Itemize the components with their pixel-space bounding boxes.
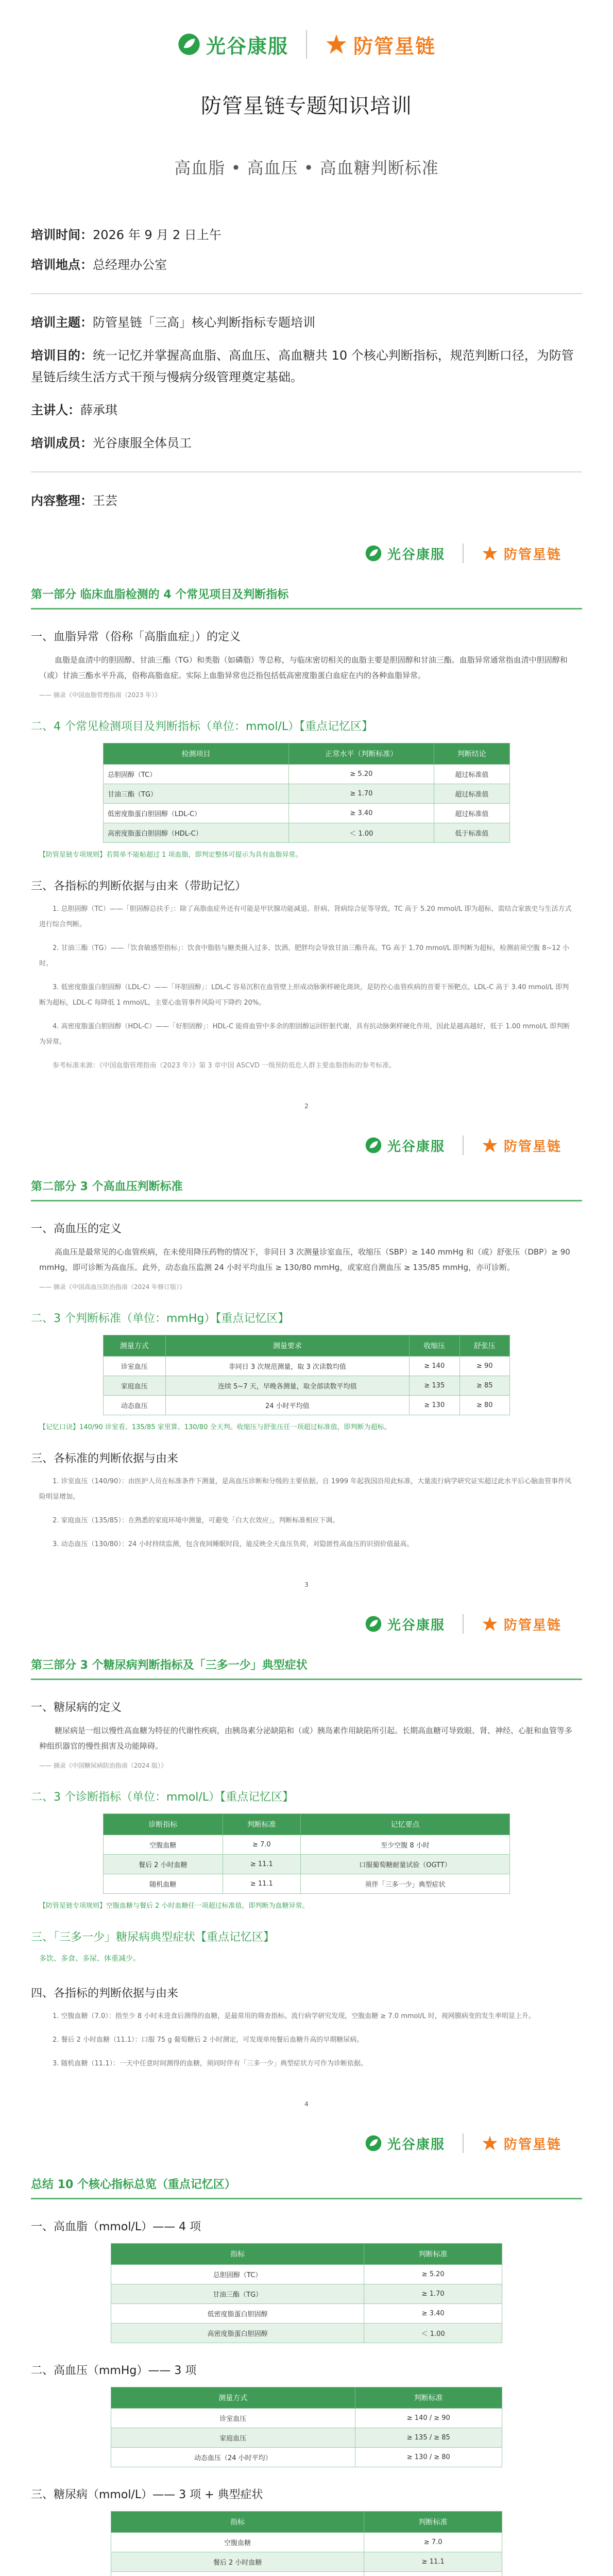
editor-label: 内容整理：	[31, 494, 93, 508]
table-cell: 甘油三酯（TG）	[111, 2284, 364, 2304]
leaf-logo-icon	[365, 1615, 382, 1633]
symptom-list: 多饮、多食、多尿、体重减少。	[39, 1955, 140, 1963]
part3-def-source: —— 摘录《中国糖尿病防治指南（2024 版）》	[39, 1762, 167, 1769]
table-row	[104, 1874, 510, 1894]
time-line	[31, 224, 582, 246]
table-cell: 口服葡萄糖耐量试验（OGTT）	[301, 1855, 510, 1874]
table-cell: ≥ 7.0	[364, 2533, 502, 2552]
table-cell: 须伴「三多一少」典型症状	[301, 1874, 510, 1894]
table-cell: 动态血压（24 小时平均）	[111, 2448, 355, 2467]
summary-bp-heading: 二、高血压（mmHg）—— 3 项	[31, 2364, 197, 2377]
place-label: 培训地点：	[31, 258, 93, 272]
table-cell: 总胆固醇（TC）	[111, 2265, 364, 2284]
table-cell: 连续 5~7 天，早晚各测量，取全部读数平均值	[165, 1376, 410, 1396]
table-row	[104, 823, 510, 843]
left-logo	[365, 1136, 445, 1155]
speaker-label: 主讲人：	[31, 403, 80, 417]
time-label: 培训时间：	[31, 228, 93, 242]
star-chain-logo-icon	[481, 1615, 499, 1633]
left-logo-name: 光谷康服	[387, 1617, 445, 1633]
table-row	[111, 2552, 502, 2572]
part3-logo-bar	[0, 1588, 613, 1646]
table-row	[111, 2265, 502, 2284]
table-cell: ≥ 1.70	[364, 2284, 502, 2304]
summary-header	[0, 2176, 613, 2192]
summary-glucose-heading: 三、糖尿病（mmol/L）—— 3 项 + 典型症状	[31, 2488, 263, 2501]
left-logo	[177, 30, 288, 59]
table-cell: 诊室血压	[111, 2409, 355, 2428]
part3-table-heading: 二、3 个诊断指标（单位：mmol/L）【重点记忆区】	[31, 1791, 294, 1804]
part3-title: 第三部分 3 个糖尿病判断指标及「三多一少」典型症状	[31, 1659, 308, 1672]
part2-basis-heading: 三、各标准的判断依据与由来	[31, 1452, 179, 1465]
table-header-row	[104, 743, 510, 765]
table-cell: ≥ 1.70	[289, 784, 434, 804]
table-cell: ≥ 80	[459, 1396, 509, 1415]
star-chain-logo-icon	[481, 545, 499, 562]
table-cell: 空腹血糖	[104, 1835, 223, 1855]
basis-item: 1. 诊室血压（140/90）：由医护人员在标准条件下测量，是高血压诊断和分级的主要依据。自 1999 年起我国沿用此标准，大量流行病学研究证实超过此水平后心脑血管事件风险明显增加。	[39, 1478, 572, 1501]
page-number: 4	[304, 2100, 309, 2108]
part3-def-heading: 一、糖尿病的定义	[31, 1701, 122, 1714]
divider	[31, 471, 582, 472]
logo-divider	[463, 544, 464, 563]
basis-item: 3. 动态血压（130/80）：24 小时持续监测，包含夜间睡眠时段，能反映全天血压负荷，对隐匿性高血压的识别价值最高。	[53, 1540, 414, 1548]
table-row	[104, 1376, 510, 1396]
part3-symptom-heading: 三、「三多一少」糖尿病典型症状【重点记忆区】	[31, 1931, 275, 1944]
leaf-logo-icon	[365, 2134, 382, 2152]
right-logo-name: 防管星链	[503, 1139, 561, 1155]
table-header-row	[111, 2387, 502, 2409]
table-header: 测量方式	[104, 1335, 166, 1357]
table-cell: 高密度脂蛋白胆固醇	[111, 2324, 364, 2343]
section-rule	[31, 1200, 582, 1201]
editor-value: 王芸	[93, 494, 117, 508]
part3-header	[0, 1656, 613, 1672]
goal-line	[31, 345, 582, 388]
left-logo-name: 光谷康服	[387, 1139, 445, 1155]
part1-logo-bar	[0, 518, 613, 575]
table-header: 指标	[111, 2244, 364, 2265]
theme-label: 培训主题：	[31, 315, 93, 330]
place-value: 总经理办公室	[93, 258, 167, 272]
right-logo-name: 防管星链	[503, 547, 561, 563]
table-row	[111, 2324, 502, 2343]
theme-line	[31, 312, 582, 333]
logo-divider	[463, 1614, 464, 1634]
table-cell	[111, 2572, 364, 2576]
part1-title: 第一部分 临床血脂检测的 4 个常见项目及判断指标	[31, 588, 289, 601]
summary-title: 总结 10 个核心指标总览（重点记忆区）	[31, 2178, 236, 2191]
table-row	[104, 765, 510, 784]
table-cell: ≥ 135	[410, 1376, 459, 1396]
audience-value: 光谷康服全体员工	[93, 436, 192, 450]
basis-item: 4. 高密度脂蛋白胆固醇（HDL-C）——「好胆固醇」：HDL-C 能将血管中多余的胆固醇运回肝脏代谢，具有抗动脉粥样硬化作用，因此是越高越好，低于 1.00 mmol/L 即判断为异常。	[39, 1023, 570, 1046]
part1-table-heading: 二、4 个常见检测项目及判断指标（单位：mmol/L）【重点记忆区】	[31, 720, 373, 733]
audience-label: 培训成员：	[31, 436, 93, 450]
table-header: 舒张压	[459, 1335, 509, 1357]
basis-item: 3. 随机血糖（11.1）：一天中任意时间测得的血糖，须同时伴有「三多一少」典型症状方可作为诊断依据。	[53, 2060, 367, 2067]
part2-logo-bar	[0, 1110, 613, 1167]
goal-value: 统一记忆并掌握高血脂、高血压、高血糖共 10 个核心判断指标，规范判断口径，为防管星链后续生活方式干预与慢病分级管理奠定基础。	[31, 348, 574, 384]
table-cell: 总胆固醇（TC）	[104, 765, 289, 784]
table-header: 收缩压	[410, 1335, 459, 1357]
star-chain-logo-icon	[481, 1137, 499, 1154]
table-cell: 随机血糖	[104, 1874, 223, 1894]
right-logo	[481, 544, 561, 563]
part3-table-note: 【防管星链专项规则】空腹血糖与餐后 2 小时血糖任一项超过标准值，即判断为血糖异常。	[39, 1902, 309, 1910]
table-row	[111, 2409, 502, 2428]
left-logo-name: 光谷康服	[387, 2137, 445, 2153]
table-cell: 低密度脂蛋白胆固醇（LDL-C）	[104, 804, 289, 823]
left-logo-name: 光谷康服	[387, 547, 445, 563]
part2-title: 第二部分 3 个高血压判断标准	[31, 1180, 183, 1193]
table-cell: ≥ 140 / ≥ 90	[355, 2409, 502, 2428]
table-cell: ≥ 90	[459, 1357, 509, 1376]
right-logo	[325, 30, 436, 59]
part2-table-note: 【记忆口诀】140/90 诊室看、135/85 家里算、130/80 全天判。收缩压与舒张压任一项超过标准值，即判断为超标。	[39, 1423, 391, 1431]
table-cell: 空腹血糖	[111, 2533, 364, 2552]
basis-item: 2. 家庭血压（135/85）：在熟悉的家庭环境中测量，可避免「白大衣效应」，判断标准相应下调。	[53, 1517, 339, 1524]
summary-logo-bar	[0, 2108, 613, 2165]
table-cell: 甘油三酯（TG）	[104, 784, 289, 804]
summary-bp-table	[111, 2387, 502, 2467]
part1-def-heading: 一、血脂异常（俗称「高脂血症」）的定义	[31, 631, 241, 643]
table-cell: ≥ 135 / ≥ 85	[355, 2428, 502, 2448]
goal-label: 培训目的：	[31, 348, 93, 363]
table-row	[104, 784, 510, 804]
table-header: 判断结论	[434, 743, 509, 765]
table-header: 指标	[111, 2512, 364, 2533]
table-cell: 家庭血压	[111, 2428, 355, 2448]
table-row	[104, 1357, 510, 1376]
right-logo-name: 防管星链	[503, 2137, 561, 2153]
table-cell: 高密度脂蛋白胆固醇（HDL-C）	[104, 823, 289, 843]
part1-def-source: —— 摘录《中国血脂管理指南（2023 年）》	[39, 691, 161, 699]
table-cell: 诊室血压	[104, 1357, 166, 1376]
section-rule	[31, 2198, 582, 2199]
divider	[31, 293, 582, 294]
cover-logo-bar	[0, 0, 613, 76]
table-cell: 超过标准值	[434, 804, 509, 823]
table-cell: ≥ 3.40	[289, 804, 434, 823]
basis-item: 3. 低密度脂蛋白胆固醇（LDL-C）——「坏胆固醇」：LDL-C 容易沉积在血管壁上形成动脉粥样硬化斑块，是防控心血管疾病的首要干预靶点。LDL-C 高于 3.40 mmol/L 即判断为超标，LDL-C 每降低 1 mmol/L，主要心血管事件风险可下降约 20%。	[39, 984, 569, 1007]
table-cell: 非同日 3 次规范测量，取 3 次读数均值	[165, 1357, 410, 1376]
editor-line	[31, 490, 582, 512]
part2-header	[0, 1178, 613, 1194]
document-title: 防管星链专题知识培训	[201, 94, 412, 118]
table-header: 判断标准	[364, 2244, 502, 2265]
part3-def-text: 糖尿病是一组以慢性高血糖为特征的代谢性疾病，由胰岛素分泌缺陷和（或）胰岛素作用缺陷所引起。长期高血糖可导致眼、肾、神经、心脏和血管等多种组织器官的慢性损害及功能障碍。	[39, 1726, 573, 1751]
table-header: 测量要求	[165, 1335, 410, 1357]
basis-item: 1. 空腹血糖（7.0）：指至少 8 小时未进食后测得的血糖，是最常用的筛查指标。流行病学研究发现，空腹血糖 ≥ 7.0 mmol/L 时，视网膜病变的发生率明显上升。	[53, 2012, 535, 2020]
table-cell: ≥ 5.20	[364, 2265, 502, 2284]
table-header: 检测项目	[104, 743, 289, 765]
part2-def-source: —— 摘录《中国高血压防治指南（2024 年修订版）》	[39, 1283, 186, 1291]
part1-closing: 参考标准来源：《中国血脂管理指南（2023 年）》第 3 章中国 ASCVD 一级预防低危人群主要血脂指标的参考标准。	[53, 1062, 396, 1070]
time-value: 2026 年 9 月 2 日上午	[93, 228, 222, 242]
basis-item: 1. 总胆固醇（TC）——「胆固醇总扶手」：除了高脂血症外还有可能是甲状腺功能减退、肝病、肾病综合征等导致。TC 高于 5.20 mmol/L 即为超标，需结合家族史与生活方式进行综合判断。	[39, 905, 572, 928]
part3-basis-heading: 四、各指标的判断依据与由来	[31, 1987, 179, 2000]
table-cell: ≥ 5.20	[289, 765, 434, 784]
table-cell: 低于标准值	[434, 823, 509, 843]
logo-divider	[463, 2133, 464, 2153]
table-cell: ≥ 140	[410, 1357, 459, 1376]
table-cell: ＜ 1.00	[364, 2324, 502, 2343]
logo-divider	[306, 30, 307, 59]
table-cell: ≥ 11.1	[364, 2552, 502, 2572]
lipid-table	[103, 743, 510, 843]
table-row	[111, 2572, 502, 2576]
bp-table	[103, 1335, 510, 1415]
table-cell: 超过标准值	[434, 784, 509, 804]
theme-value: 防管星链「三高」核心判断指标专题培训	[93, 315, 315, 330]
section-rule	[31, 1679, 582, 1680]
editor-block	[0, 490, 613, 512]
table-header: 判断标准	[223, 1814, 301, 1835]
right-logo	[481, 1615, 561, 1634]
right-logo-name: 防管星链	[353, 35, 436, 58]
left-logo	[365, 1615, 445, 1634]
right-logo	[481, 1136, 561, 1155]
table-cell: 餐后 2 小时血糖	[111, 2552, 364, 2572]
table-cell	[364, 2572, 502, 2576]
table-header: 诊断指标	[104, 1814, 223, 1835]
glucose-table	[103, 1814, 510, 1894]
section-rule	[31, 608, 582, 609]
leaf-logo-icon	[365, 545, 382, 562]
document-subtitle: 高血脂 • 高血压 • 高血糖判断标准	[174, 158, 439, 178]
logo-divider	[463, 1136, 464, 1155]
left-logo	[365, 544, 445, 563]
part1-table-note: 【防管星链专项规则】若简单不能帖超过 1 项血脂，即判定整体可提示为具有血脂异常。	[39, 851, 302, 859]
table-row	[104, 1396, 510, 1415]
leaf-logo-icon	[365, 1137, 382, 1154]
star-chain-logo-icon	[325, 32, 348, 56]
basis-item: 2. 甘油三酯（TG）——「饮食敏感型指标」：饮食中脂肪与糖类摄入过多、饮酒、肥胖均会导致甘油三酯升高。TG 高于 1.70 mmol/L 即判断为超标，检测前须空腹 8~12 小时。	[39, 944, 570, 968]
table-header: 判断标准	[355, 2387, 502, 2409]
training-info	[0, 224, 613, 276]
table-row	[111, 2428, 502, 2448]
table-cell: ≥ 3.40	[364, 2304, 502, 2324]
part1-header	[0, 586, 613, 602]
summary-glucose-table	[111, 2511, 502, 2576]
table-header: 正常水平（判断标准）	[289, 743, 434, 765]
table-cell: ≥ 130 / ≥ 80	[355, 2448, 502, 2467]
table-cell: 24 小时平均值	[165, 1396, 410, 1415]
part2-table-heading: 二、3 个判断标准（单位：mmHg）【重点记忆区】	[31, 1312, 290, 1325]
table-cell: ≥ 85	[459, 1376, 509, 1396]
leaf-logo-icon	[177, 32, 201, 56]
table-header: 判断标准	[364, 2512, 502, 2533]
left-logo-name: 光谷康服	[206, 35, 288, 58]
star-chain-logo-icon	[481, 2134, 499, 2152]
table-cell: 家庭血压	[104, 1376, 166, 1396]
table-header: 记忆要点	[301, 1814, 510, 1835]
right-logo-name: 防管星链	[503, 1617, 561, 1633]
table-cell: ＜ 1.00	[289, 823, 434, 843]
summary-lipid-heading: 一、高血脂（mmol/L）—— 4 项	[31, 2221, 201, 2233]
summary-lipid-table	[111, 2243, 502, 2343]
table-cell: ≥ 11.1	[223, 1874, 301, 1894]
speaker-line	[31, 399, 582, 421]
table-row	[111, 2284, 502, 2304]
part1-def-text: 血脂是血清中的胆固醇、甘油三酯（TG）和类脂（如磷脂）等总称，与临床密切相关的血脂主要是胆固醇和甘油三酯。血脂异常通常指血清中胆固醇和（或）甘油三酯水平升高，俗称高脂血症。实际上血脂异常也泛指包括低高密度脂蛋白血症在内的各种血脂异常。	[39, 655, 568, 680]
page-number: 2	[304, 1103, 309, 1110]
speaker-value: 薛承琪	[80, 403, 117, 417]
table-header-row	[111, 2244, 502, 2265]
page-number: 3	[304, 1581, 309, 1588]
basis-item: 2. 餐后 2 小时血糖（11.1）：口服 75 g 葡萄糖后 2 小时测定，可发现单纯餐后血糖升高的早期糖尿病。	[53, 2036, 364, 2044]
table-header-row	[111, 2512, 502, 2533]
table-cell: 至少空腹 8 小时	[301, 1835, 510, 1855]
part1-basis-heading: 三、各指标的判断依据与由来（带助记忆）	[31, 880, 247, 893]
training-details	[0, 312, 613, 454]
table-cell: 餐后 2 小时血糖	[104, 1855, 223, 1874]
table-row	[111, 2533, 502, 2552]
table-cell: 低密度脂蛋白胆固醇	[111, 2304, 364, 2324]
place-line	[31, 254, 582, 276]
table-row	[104, 804, 510, 823]
table-row	[104, 1835, 510, 1855]
table-row	[111, 2448, 502, 2467]
audience-line	[31, 432, 582, 454]
table-header: 测量方式	[111, 2387, 355, 2409]
table-header-row	[104, 1814, 510, 1835]
table-cell: ≥ 7.0	[223, 1835, 301, 1855]
table-header-row	[104, 1335, 510, 1357]
left-logo	[365, 2134, 445, 2153]
table-cell: 超过标准值	[434, 765, 509, 784]
table-cell: 动态血压	[104, 1396, 166, 1415]
right-logo	[481, 2134, 561, 2153]
table-row	[111, 2304, 502, 2324]
part2-def-text: 高血压是最常见的心血管疾病，在未使用降压药物的情况下，非同日 3 次测量诊室血压，收缩压（SBP）≥ 140 mmHg 和（或）舒张压（DBP）≥ 90 mmHg，即可诊断为高血压。此外，动态血压监测 24 小时平均血压 ≥ 130/80 mmHg，或家庭自测血压 ≥ 135/85 mmHg，亦可诊断。	[39, 1247, 570, 1272]
table-cell: ≥ 11.1	[223, 1855, 301, 1874]
table-row	[104, 1855, 510, 1874]
table-cell: ≥ 130	[410, 1396, 459, 1415]
part2-def-heading: 一、高血压的定义	[31, 1223, 122, 1235]
